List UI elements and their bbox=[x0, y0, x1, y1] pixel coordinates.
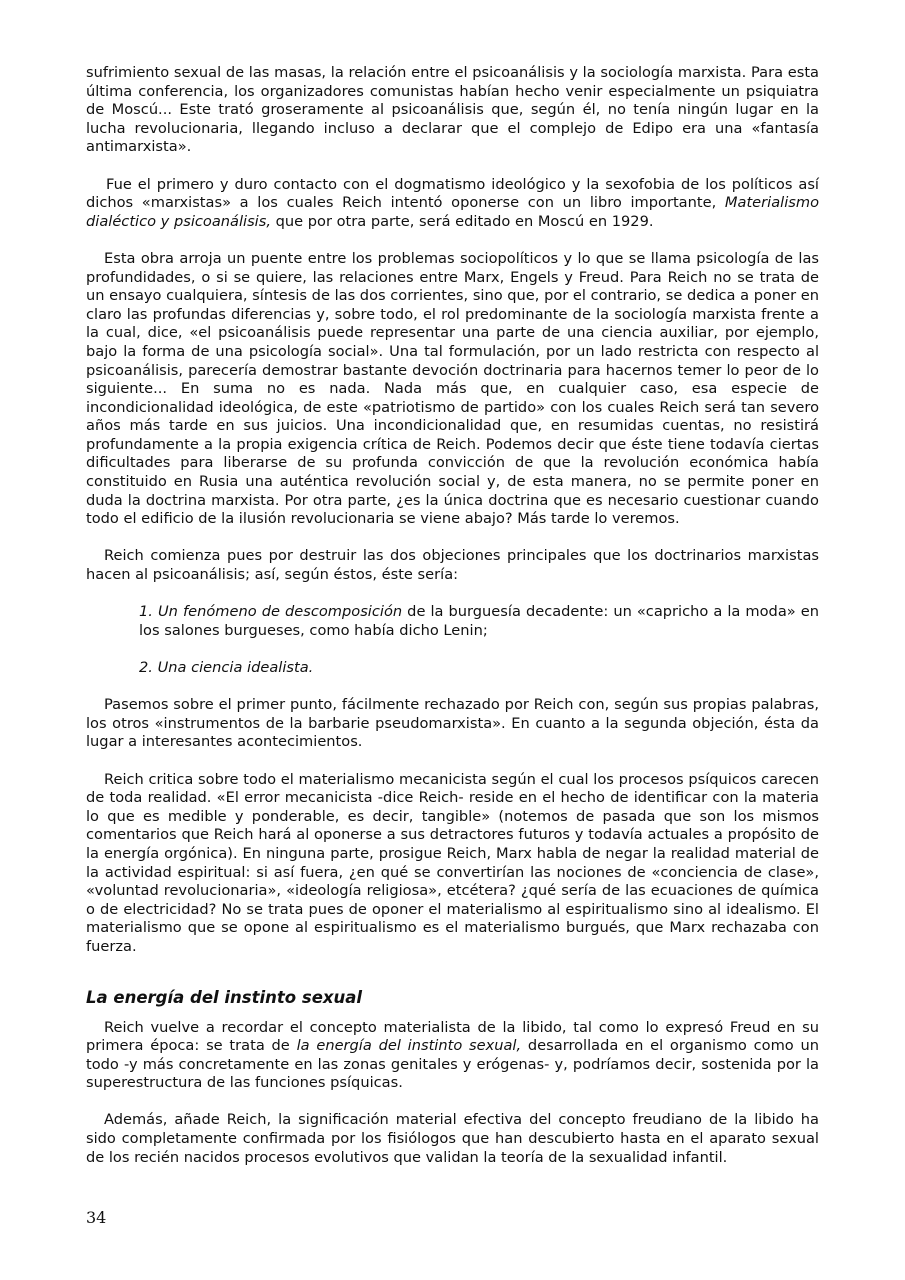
paragraph: Reich vuelve a recordar el concepto materialista de la libido, tal como lo expresó Freud en su primera época: se trata de la energía del instinto sexual, desarrollada en el organismo como un todo -y más concretamente en las zonas genitales y erógenas- y, podríamos decir, sostenida por la superestructura de las funciones psíquicas. bbox=[86, 1018, 819, 1092]
paragraph: Además, añade Reich, la significación material efectiva del concepto freudiano de la libido ha sido completamente confirmada por los fisiólogos que han descubierto hasta en el aparato sexual de los recién nacidos procesos evolutivos que validan la teoría de la sexualidad infantil. bbox=[86, 1111, 819, 1166]
section-heading: La energía del instinto sexual bbox=[86, 987, 363, 1007]
paragraph: sufrimiento sexual de las masas, la relación entre el psicoanálisis y la sociología marxista. Para esta última conferencia, los organizadores comunistas habían hecho venir especialmente un psiquiatra de Moscú... Este trató groseramente al psicoanálisis que, según él, no tenía ningún lugar en la lucha revolucionaria, llegando incluso a declarar que el complejo de Edipo era una «fantasía antimarxista». bbox=[86, 64, 819, 156]
paragraph: Reich comienza pues por destruir las dos objeciones principales que los doctrinarios marxistas hacen al psicoanálisis; así, según éstos, éste sería: bbox=[86, 547, 819, 584]
paragraph: Fue el primero y duro contacto con el dogmatismo ideológico y la sexofobia de los políticos así dichos «marxistas» a los cuales Reich intentó oponerse con un libro importante, Materialismo dialéctico y psicoanálisis, que por otra parte, será editado en Moscú en 1929. bbox=[86, 175, 819, 230]
page-number: 34 bbox=[86, 1208, 107, 1227]
document-page bbox=[86, 64, 819, 1167]
paragraph: Reich critica sobre todo el materialismo mecanicista según el cual los procesos psíquicos carecen de toda realidad. «El error mecanicista -dice Reich- reside en el hecho de identificar con la materia lo que es medible y ponderable, es decir, tangible» (notemos de pasada que son los mismos comentarios que Reich hará al oponerse a sus detractores futuros y todavía actuales a propósito de la energía orgónica). En ninguna parte, prosigue Reich, Marx habla de negar la realidad material de la actividad espiritual: si así fuera, ¿en qué se convertirían las nociones de «conciencia de clase», «voluntad revolucionaria», «ideología religiosa», etcétera? ¿qué sería de las ecuaciones de química o de electricidad? No se trata pues de oponer el materialismo al espiritualismo sino al idealismo. El materialismo que se opone al espiritualismo es el materialismo burgués, que Marx rechazaba con fuerza. bbox=[86, 770, 819, 955]
list-item: 2. Una ciencia idealista. bbox=[139, 659, 314, 676]
list-item: 1. Un fenómeno de descomposición de la burguesía decadente: un «capricho a la moda» en los salones burgueses, como había dicho Lenin; bbox=[139, 603, 819, 639]
paragraph: Esta obra arroja un puente entre los problemas sociopolíticos y lo que se llama psicología de las profundidades, o si se quiere, las relaciones entre Marx, Engels y Freud. Para Reich no se trata de un ensayo cualquiera, síntesis de las dos corrientes, sino que, por el contrario, se dedica a poner en claro las profundas diferencias y, sobre todo, el rol predominante de la sociología marxista frente a la cual, dice, «el psicoanálisis puede representar una parte de una ciencia auxiliar, por ejemplo, bajo la forma de una psicología social». Una tal formulación, por un lado restricta con respecto al psicoanálisis, parecería demostrar bastante devoción doctrinaria para hacernos temer lo peor de lo siguiente... En suma no es nada. Nada más que, en cualquier caso, esa especie de incondicionalidad ideológica, de este «patriotismo de partido» con los cuales Reich será tan severo años más tarde en sus juicios. Una incondicionalidad que, en resumidas cuentas, no resistirá profundamente a la propia exigencia crítica de Reich. Podemos decir que éste tiene todavía ciertas dificultades para liberarse de su profunda convicción de que la revolución económica había constituido en Rusia una auténtica revolución social y, de esta manera, no se permite poner en duda la doctrina marxista. Por otra parte, ¿es la única doctrina que es necesario cuestionar cuando todo el edificio de la ilusión revolucionaria se viene abajo? Más tarde lo veremos. bbox=[86, 249, 819, 528]
paragraph: Pasemos sobre el primer punto, fácilmente rechazado por Reich con, según sus propias palabras, los otros «instrumentos de la barbarie pseudomarxista». En cuanto a la segunda objeción, ésta da lugar a interesantes acontecimientos. bbox=[86, 696, 819, 751]
